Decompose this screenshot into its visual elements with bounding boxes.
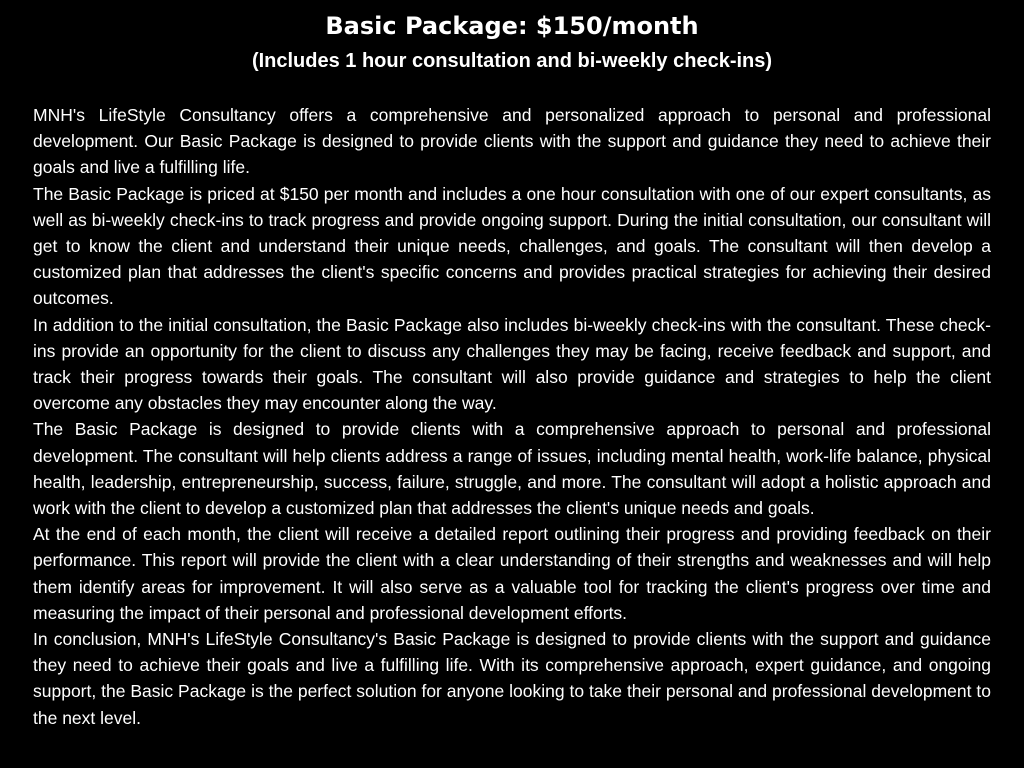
page-title: Basic Package: $150/month [325, 12, 699, 40]
paragraph-conclusion: In conclusion, MNH's LifeStyle Consultancy's Basic Package is designed to provide clients with the support and guidance they need to achieve their goals and live a fulfilling life. With its comprehensive approach, expert guidance, and ongoing support, the Basic Package is the perfect solution for anyone looking to take their personal and professional development to the next level. [33, 629, 991, 728]
paragraph-intro: MNH's LifeStyle Consultancy offers a comprehensive and personalized approach to personal and professional development. Our Basic Package is designed to provide clients with the support and guidance they need to achieve their goals and live a fulfilling life. [33, 105, 991, 178]
paragraph-check-ins: In addition to the initial consultation, the Basic Package also includes bi-weekly check-ins with the consultant. These check-ins provide an opportunity for the client to discuss any challenges they may be facing, receive feedback and support, and track their progress towards their goals. The consultant will also provide guidance and strategies to help the client overcome any obstacles they may encounter along the way. [33, 314, 991, 414]
body-text [33, 102, 991, 731]
paragraph-pricing: The Basic Package is priced at $150 per month and includes a one hour consultation with one of our expert consultants, as well as bi-weekly check-ins to track progress and provide ongoing support. During the initial consultation, our consultant will get to know the client and understand their unique needs, challenges, and goals. The consultant will then develop a customized plan that addresses the client's specific concerns and provides practical strategies for achieving their desired outcomes. [33, 183, 991, 309]
page-subtitle: (Includes 1 hour consultation and bi-weekly check-ins) [251, 50, 773, 72]
paragraph-approach: The Basic Package is designed to provide clients with a comprehensive approach to personal and professional development. The consultant will help clients address a range of issues, including mental health, work-life balance, physical health, leadership, entrepreneurship, success, failure, struggle, and more. The consultant will adopt a holistic approach and work with the client to develop a customized plan that addresses the client's unique needs and goals. [33, 419, 991, 519]
paragraph-monthly-report: At the end of each month, the client will receive a detailed report outlining their progress and providing feedback on their performance. This report will provide the client with a clear understanding of their strengths and weaknesses and will help them identify areas for improvement. It will also serve as a valuable tool for tracking the client's progress over time and measuring the impact of their personal and professional development efforts. [33, 524, 991, 623]
